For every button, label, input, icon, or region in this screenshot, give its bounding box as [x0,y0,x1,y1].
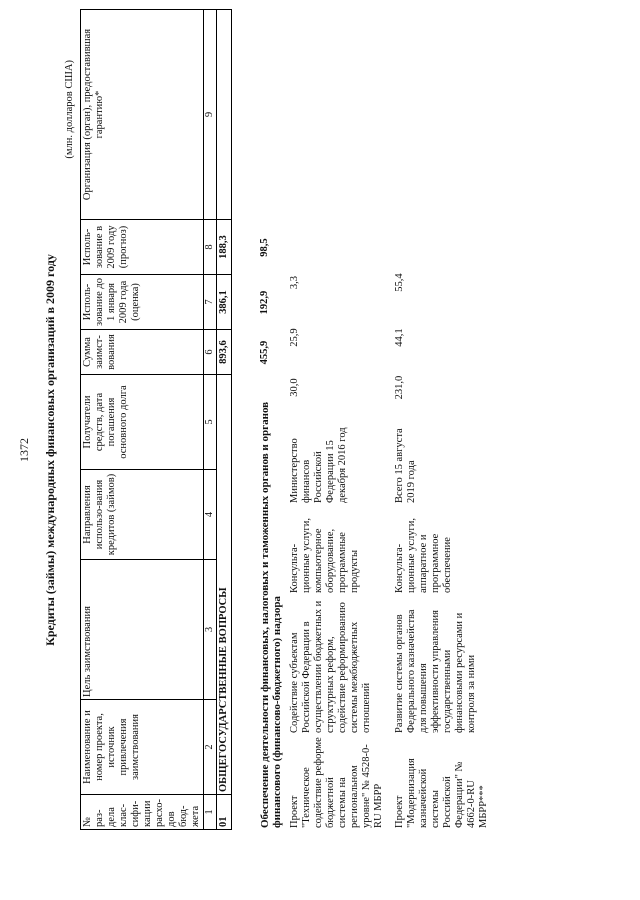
project-1-row [288,45,386,830]
page-title: Кредиты (займы) международных финансовых организаций в 2009 году [43,254,57,646]
units-note: (млн. долларов США) [64,60,75,159]
column-number: 7 [204,275,217,330]
subsection-row [258,10,284,830]
header-cell: Направления использо-вания кредитов (займов) [81,470,204,560]
total-sum: 893,6 [217,330,232,375]
subsection-used-before: 192,9 [259,290,270,315]
credits-table [80,9,232,830]
column-number: 6 [204,330,217,375]
project-row [288,45,491,830]
table-body [258,10,491,830]
project-sum: 30,0 [289,378,300,397]
project-used-before: 25,9 [289,328,300,347]
column-number: 5 [204,375,217,470]
project-name: Проект "Техническое содействие реформе бюджетной системы на региональном уровне" № 4528-0-RU МБРР [289,737,384,828]
subsection-guarantor [258,10,284,220]
column-number: 2 [204,700,217,795]
total-code: 01 [217,795,232,830]
header-cell: Исполь-зование в 2009 году (прогноз) [81,220,204,275]
header-cell: Сумма заимст-вования [81,330,204,375]
project-used-2009: 55,4 [394,273,405,292]
project-recipient: Всего 15 августа 2019 года [394,428,417,503]
total-guarantor [217,10,232,220]
total-row [217,10,232,830]
header-cell: Наименование и номер проекта, источник привлечения заимствования [81,700,204,795]
subsection-label: Обеспечение деятельности финансовых, налоговых и таможенных органов и органов финансового (финансово-бюджетного) надзора [259,401,283,828]
project-recipient: Министерство финансов Российской Федерации 15 декабря 2016 год [289,427,348,503]
project-guarantor [386,45,491,255]
project-sum: 231,0 [394,375,405,400]
header-row [81,10,204,830]
subsection-sum: 455,9 [259,340,270,365]
column-number-row [204,10,217,830]
project-2-row [386,45,491,830]
project-guarantor [288,45,386,255]
column-number: 8 [204,220,217,275]
total-used-2009: 188,3 [217,220,232,275]
header-cell: Получатели средств, дата погашения основного долга [81,375,204,470]
subsection-used-2009: 98,5 [259,238,270,257]
total-used-before: 386,1 [217,275,232,330]
column-number: 3 [204,560,217,700]
header-cell: Исполь-зование до 1 января 2009 года (оценка) [81,275,204,330]
total-label: ОБЩЕГОСУДАРСТВЕННЫЕ ВОПРОСЫ [217,375,232,795]
project-directions: Консульта-ционные услуги, аппаратное и программное обеспечение [394,517,453,593]
page-number: 1372 [17,438,31,462]
header-cell: № раз-дела клас-сифи-кации расхо-дов бюд-жета [81,795,204,830]
project-name: Проект "Модернизация казначейской системы Российской Федерации" № 4662-0-RU МБРР*** [394,758,489,828]
header-cell: Цель заимствования [81,560,204,700]
column-number: 1 [204,795,217,830]
project-goal: Развитие системы органов Федерального казначейства для повышения эффективности управления государственными финансовыми ресурсами и контроля за ними [394,609,477,733]
project-used-before: 44,1 [394,328,405,347]
project-goal: Содействие субъектам Российской Федерации в осуществлении бюджетных и структурных реформ, содействие реформированию системы межбюджетных отношений [289,600,372,733]
column-number: 9 [204,10,217,220]
project-directions: Консульта-ционные услуги, компьютерное оборудование, программные продукты [289,517,360,593]
header-cell: Организация (орган), предоставившая гарантию* [81,10,204,220]
column-number: 4 [204,470,217,560]
project-used-2009: 3,3 [289,275,300,290]
